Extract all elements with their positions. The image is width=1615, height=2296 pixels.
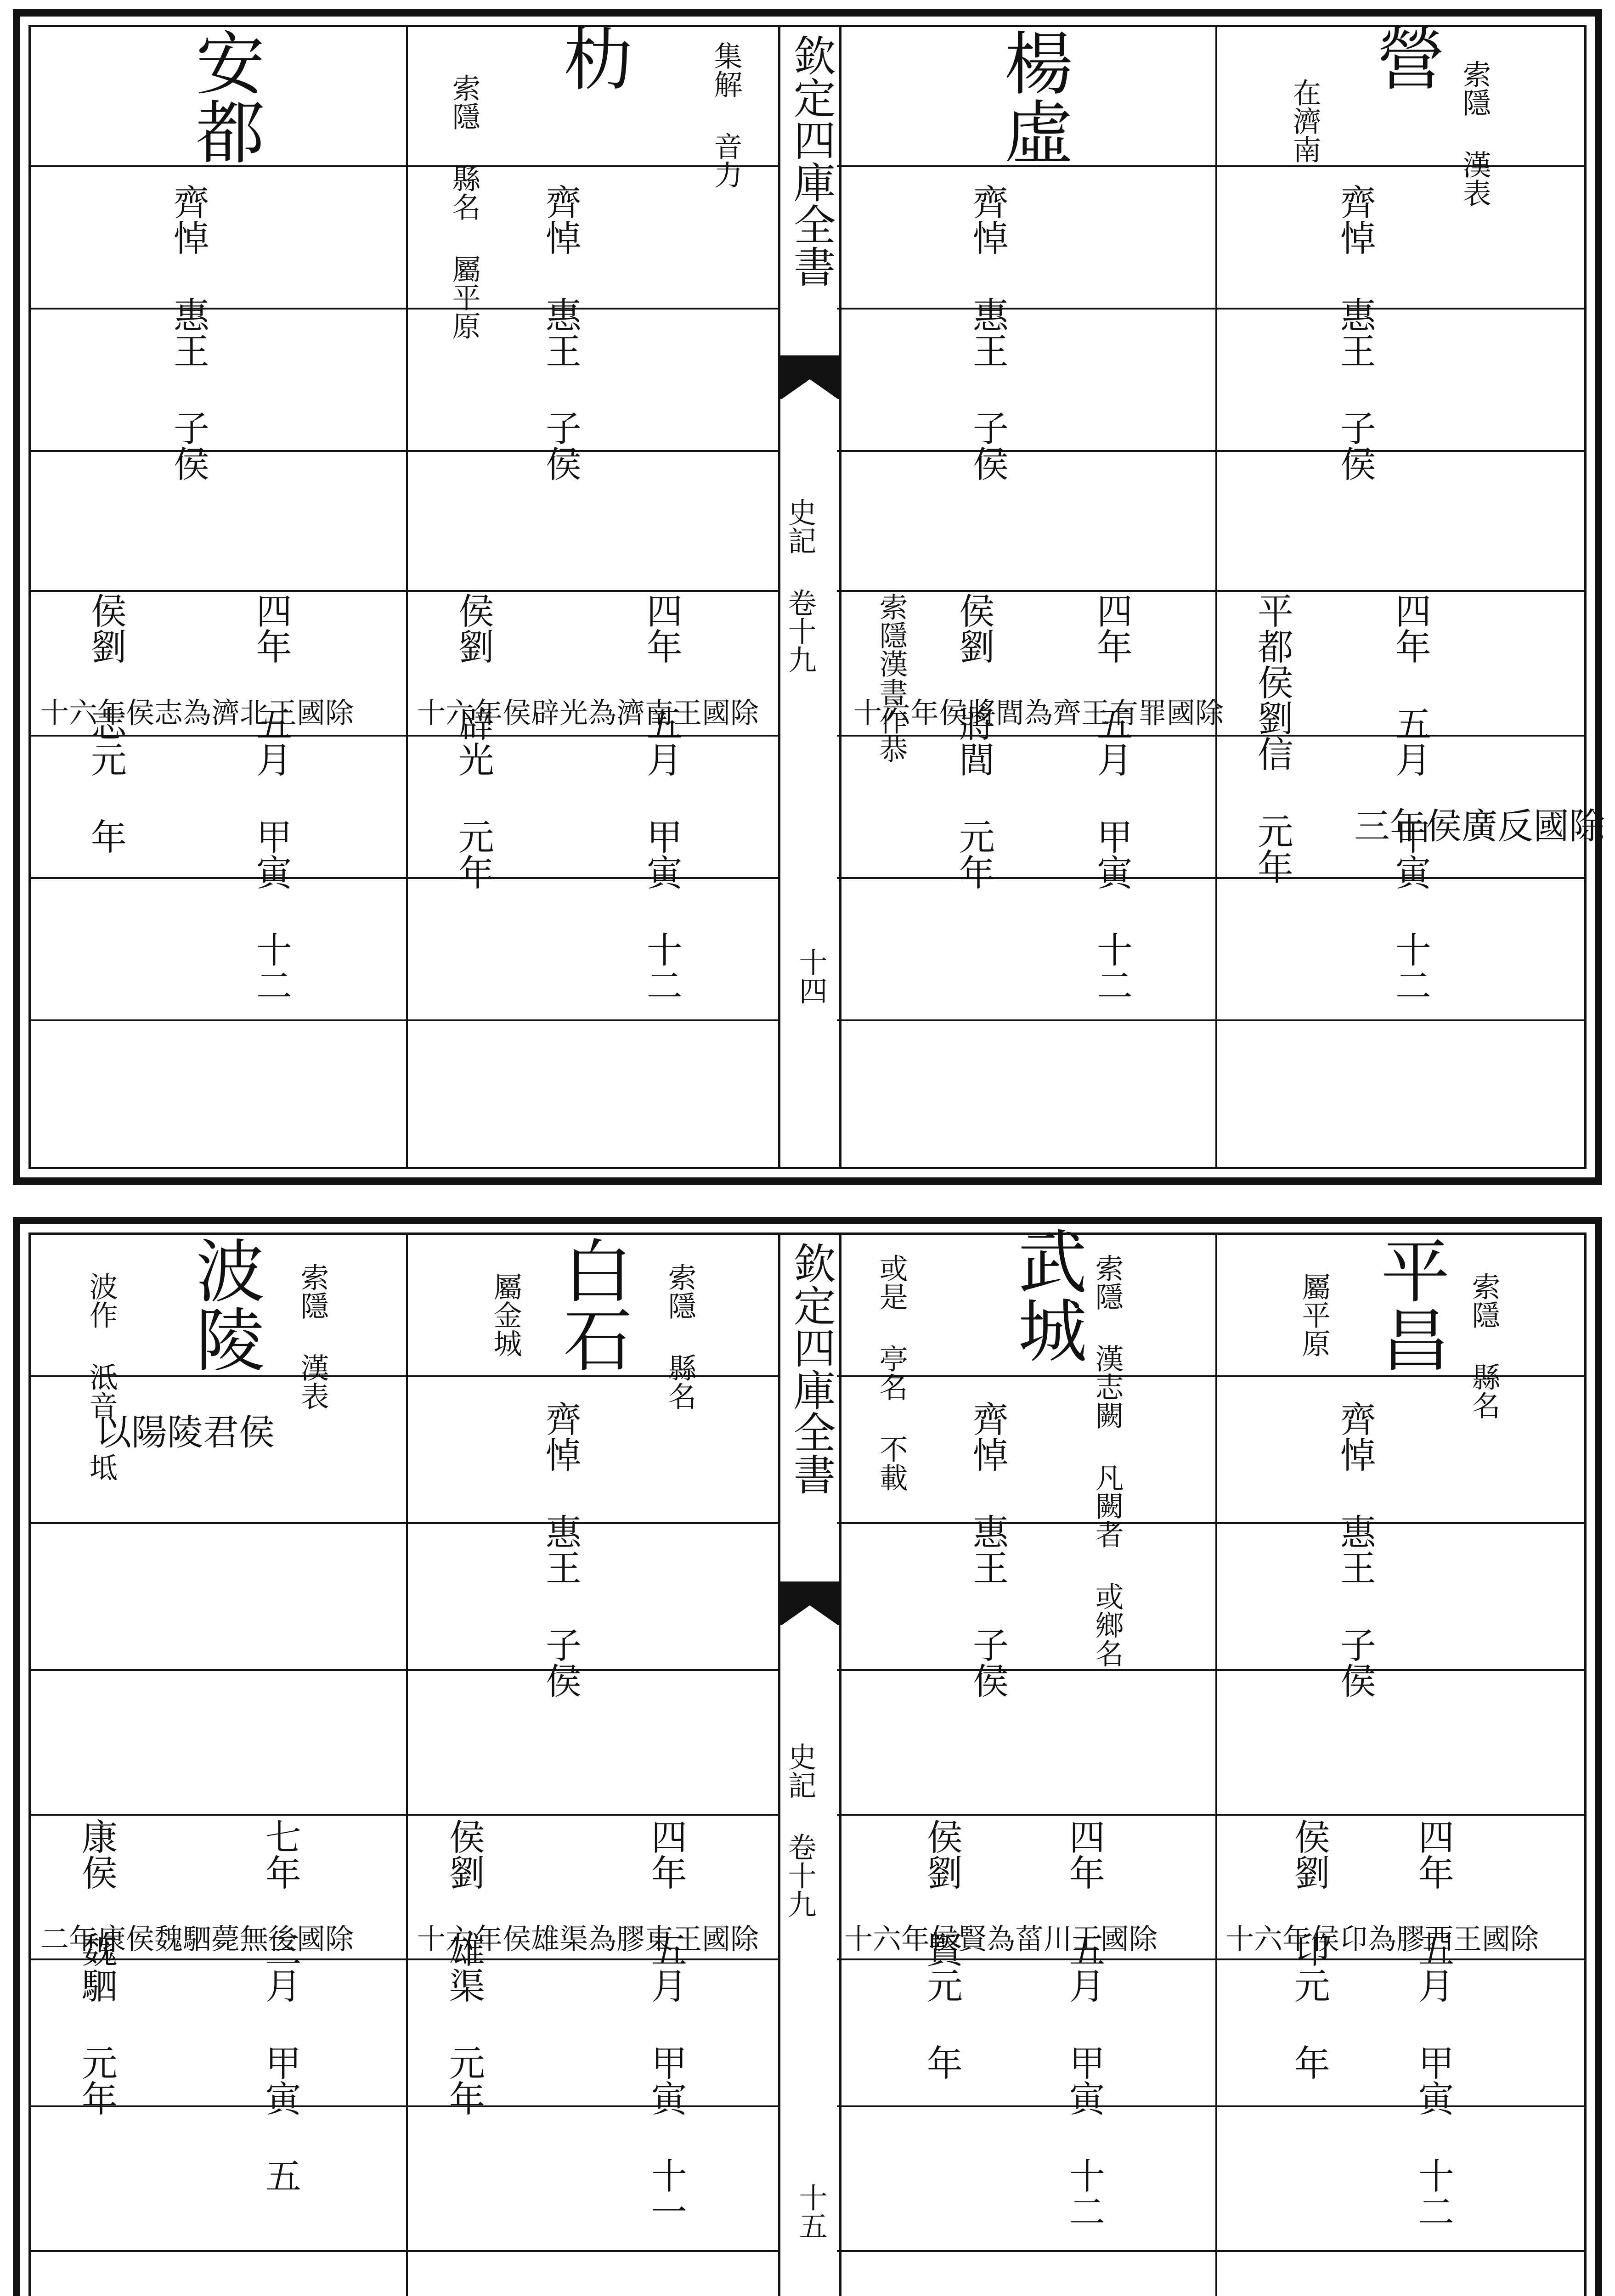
generation-text: 齊悼 惠王 子侯: [167, 184, 209, 481]
fief-name: 白石: [551, 1235, 632, 1373]
row-rule: [28, 2250, 778, 2252]
enfeoff-date: 四年 五月 甲寅 十二: [1412, 1818, 1454, 2229]
event-text: 十六年侯志為濟北王國除: [40, 696, 354, 730]
fief-name: 安都: [184, 28, 264, 165]
spine-volume: 史記 卷十九: [783, 1742, 817, 1918]
generation-text: 以陽陵君侯: [96, 1412, 275, 1453]
generation-text: 齊悼 惠王 子侯: [539, 1401, 581, 1698]
row-rule: [837, 2105, 1587, 2107]
holder-text: 侯劉 將閭 元年: [953, 592, 994, 890]
generation-text: 齊悼 惠王 子侯: [966, 1401, 1008, 1698]
enfeoff-date: 七年 三月 甲寅 五: [259, 1818, 301, 2193]
page-lower: [13, 1217, 1602, 2296]
row-rule: [28, 165, 778, 167]
column-divider: [1215, 1232, 1217, 2296]
fief-note: 索隱 漢志闕 凡闕者 或鄉名: [1090, 1254, 1124, 1667]
generation-text: 齊悼 惠王 子侯: [539, 184, 581, 481]
holder-text: 侯劉 賢元 年: [920, 1818, 962, 2080]
column-divider: [406, 25, 408, 1169]
page-upper: [13, 9, 1605, 1185]
fief-note: 波作 泜音 坻: [85, 1272, 119, 1481]
row-rule: [837, 1814, 1587, 1816]
spine-title: 欽定四庫全書: [786, 34, 836, 287]
enfeoff-date: 四年 五月 甲寅 十二: [1063, 1818, 1105, 2229]
holder-text: 平都侯劉信 元年: [1251, 592, 1293, 884]
generation-text: 齊悼 惠王 子侯: [1334, 1401, 1376, 1698]
row-rule: [837, 735, 1587, 737]
enfeoff-date: 四年 五月 甲寅 十二: [640, 592, 682, 1003]
fief-note: 索隱 漢表: [296, 1263, 330, 1410]
fief-note: 在濟南: [1288, 78, 1322, 163]
spine-folio: 十五: [794, 2183, 828, 2240]
fief-name: 波陵: [184, 1235, 264, 1373]
holder-text: 侯劉 卬元 年: [1288, 1818, 1330, 2080]
fishtail-mark: [780, 1581, 839, 1625]
annotation-text: 索隱漢書作恭: [875, 592, 909, 763]
enfeoff-date: 四年 五月 甲寅 十二: [1090, 592, 1132, 1003]
row-rule: [28, 308, 778, 310]
event-text: 三年侯廣反國除: [1354, 806, 1605, 847]
fief-note: 索隱 漢表: [1458, 60, 1492, 207]
spine: [778, 25, 841, 1169]
row-rule: [837, 590, 1587, 592]
row-rule: [837, 308, 1587, 310]
spine-folio: 十四: [794, 948, 828, 1005]
enfeoff-date: 四年 五月 甲寅 十一: [645, 1818, 687, 2229]
column-divider: [406, 1232, 408, 2296]
row-rule: [28, 1814, 778, 1816]
row-rule: [28, 590, 778, 592]
fief-name: 朸: [551, 23, 632, 92]
row-rule: [28, 1669, 778, 1671]
row-rule: [28, 1522, 778, 1524]
generation-text: 齊悼 惠王 子侯: [1334, 184, 1376, 481]
fief-note: 索隱 縣名 屬平原: [447, 73, 481, 340]
fishtail-mark: [780, 355, 839, 399]
fief-name: 平昌: [1369, 1235, 1449, 1373]
enfeoff-date: 四年 五月 甲寅 十二: [1389, 592, 1431, 1003]
enfeoff-date: 四年 五月 甲寅 十二: [250, 592, 292, 1003]
row-rule: [837, 1019, 1587, 1021]
holder-text: 侯劉 雄渠 元年: [443, 1818, 485, 2116]
fief-name: 武城: [1006, 1226, 1086, 1364]
event-text: 二年康侯魏駟薨無後國除: [40, 1922, 354, 1956]
fief-note: 集解 音力: [709, 41, 743, 189]
holder-text: 康侯 魏駟 元年: [75, 1818, 117, 2116]
event-text: 十六年侯雄渠為膠東王國除: [417, 1922, 759, 1956]
spine-volume: 史記 卷十九: [783, 498, 817, 674]
event-text: 十六年侯將閭為齊王有罪國除: [853, 696, 1224, 730]
event-text: 十六年侯卬為膠西王國除: [1225, 1922, 1539, 1956]
row-rule: [837, 1522, 1587, 1524]
column-divider: [1215, 25, 1217, 1169]
generation-text: 齊悼 惠王 子侯: [966, 184, 1008, 481]
fief-note: 屬平原: [1297, 1272, 1331, 1357]
row-rule: [837, 1669, 1587, 1671]
holder-text: 侯劉 辟光 元年: [452, 592, 494, 890]
row-rule: [837, 877, 1587, 879]
fief-name: 營: [1364, 23, 1445, 92]
row-rule: [28, 450, 778, 452]
row-rule: [837, 450, 1587, 452]
row-rule: [28, 1019, 778, 1021]
event-text: 十六年侯辟光為濟南王國除: [417, 696, 759, 730]
fief-note: 索隱 縣名: [663, 1263, 697, 1410]
fief-note: 屬金城: [489, 1272, 523, 1357]
holder-text: 侯劉 志元 年: [85, 592, 126, 854]
spine: [778, 1232, 841, 2296]
fief-name: 楊虛: [992, 28, 1073, 165]
event-text: 十六年侯賢為菑川王國除: [844, 1922, 1158, 1956]
spine-title: 欽定四庫全書: [786, 1242, 836, 1495]
fief-note: 或是 亭名 不載: [875, 1254, 909, 1491]
fief-note: 索隱 縣名: [1467, 1272, 1501, 1419]
row-rule: [837, 2250, 1587, 2252]
